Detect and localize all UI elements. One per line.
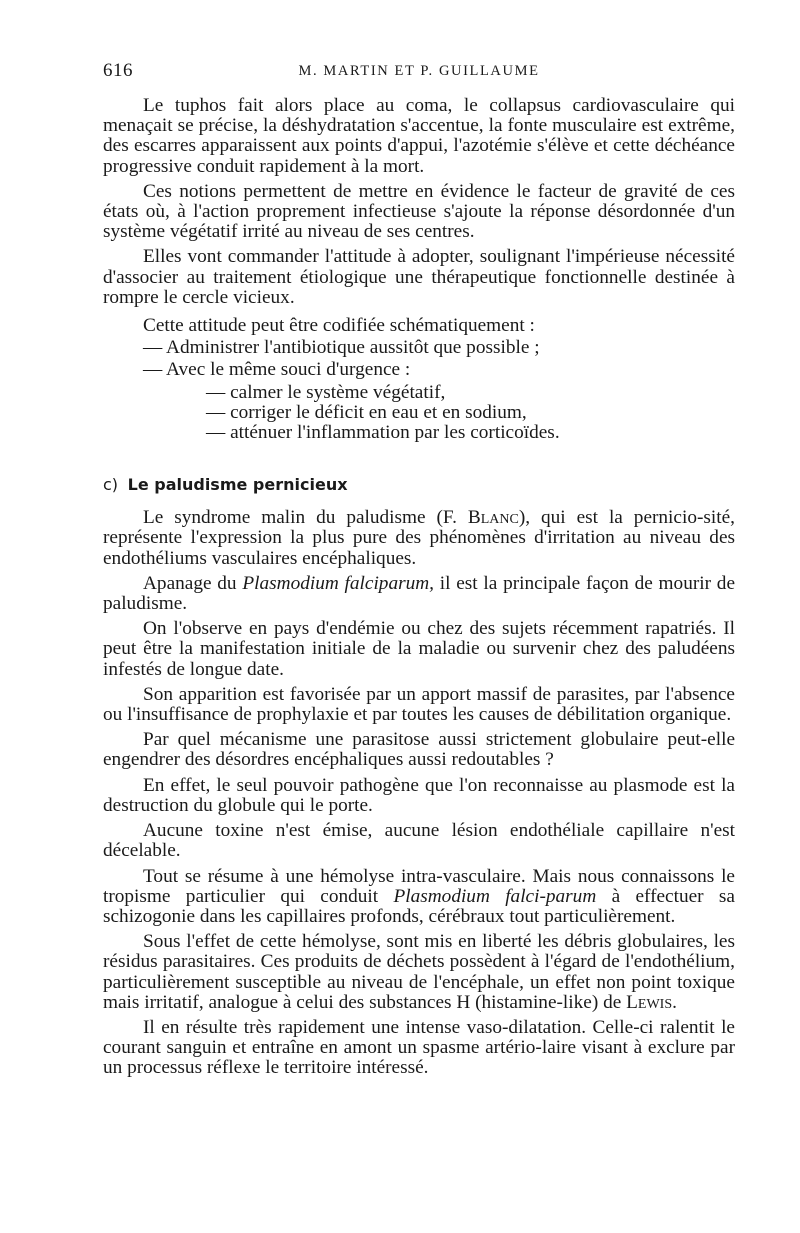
paragraph-text: . xyxy=(672,991,677,1013)
author-name: Blanc xyxy=(467,507,519,529)
list-item: — Avec le même souci d'urgence : xyxy=(143,359,411,381)
paragraph-text: Apanage du xyxy=(143,572,243,594)
paragraph: Par quel mécanisme une parasitose aussi strictement globulaire peut-elle engendrer des désordres encéphaliques aussi redoutables ? xyxy=(103,729,735,771)
page-header xyxy=(103,60,735,84)
author-name: Lewis xyxy=(626,991,673,1013)
page-number: 616 xyxy=(103,60,133,81)
species-name: Plasmodium falciparum, xyxy=(242,572,434,594)
paragraph-text: ), qui est la pernicio-sité, représente l'expression la plus pure des phénomènes d'irritation au niveau des endothéliums vasculaires encéphaliques. xyxy=(103,507,735,569)
paragraph-text: il est la principale façon de mourir de paludisme. xyxy=(103,572,735,615)
species-name: Plasmodium falci-parum xyxy=(393,885,597,907)
paragraph-text: Sous l'effet de cette hémolyse, sont mis en liberté les débris globulaires, les résidus parasitaires. Ces produits de déchets possèdent à l'égard de l'endothélium, particulièrement susceptible au niveau de l'encéphale, un effet non point toxique mais irritatif, analogue à celui des substances H (histamine-like) de xyxy=(103,931,735,1013)
paragraph: Aucune toxine n'est émise, aucune lésion endothéliale capillaire n'est décelable. xyxy=(103,820,735,862)
section-letter: c) xyxy=(103,475,119,495)
sub-list-item: — atténuer l'inflammation par les corticoïdes. xyxy=(206,422,560,444)
sub-list-item: — calmer le système végétatif, xyxy=(206,381,446,403)
paragraph-text: à effectuer sa schizogonie dans les capillaires profonds, cérébraux tout particulièrement. xyxy=(103,885,735,927)
sub-list-item: — corriger le déficit en eau et en sodium, xyxy=(206,401,527,423)
paragraph: On l'observe en pays d'endémie ou chez des sujets récemment rapatriés. Il peut être la manifestation initiale de la maladie ou survenir chez des paludéens infestés de longue date. xyxy=(103,618,735,680)
running-head: M. MARTIN ET P. GUILLAUME xyxy=(298,63,540,79)
paragraph: Il en résulte très rapidement une intense vaso-dilatation. Celle-ci ralentit le courant sanguin et entraîne en amont un spasme artério-laire visant à exclure par un processus réflexe le territoire intéressé. xyxy=(103,1016,735,1079)
paragraph xyxy=(103,508,735,569)
section-heading xyxy=(103,475,735,495)
paragraph: En effet, le seul pouvoir pathogène que l'on reconnaisse au plasmode est la destruction du globule qui le porte. xyxy=(103,774,735,816)
paragraph: Ces notions permettent de mettre en évidence le facteur de gravité de ces états où, à l'action proprement infectieuse s'ajoute la réponse désordonnée d'un système végétatif irrité au niveau de ses centres. xyxy=(103,180,735,243)
section-title: Le paludisme pernicieux xyxy=(127,475,348,495)
paragraph xyxy=(103,932,735,1013)
paragraph-text: Tout se résume à une hémolyse intra-vasculaire. Mais nous connaissons le tropisme particulier qui conduit xyxy=(103,865,735,907)
paragraph xyxy=(103,867,735,928)
list-item: — Administrer l'antibiotique aussitôt que possible ; xyxy=(143,337,540,359)
paragraph: Son apparition est favorisée par un apport massif de parasites, par l'absence ou l'insuffisance de prophylaxie et par toutes les causes de débilitation organique. xyxy=(103,683,735,726)
list-intro: Cette attitude peut être codifiée schématiquement : xyxy=(143,315,535,337)
paragraph: Le tuphos fait alors place au coma, le collapsus cardiovasculaire qui menaçait se précise, la déshydratation s'accentue, la fonte musculaire est extrême, des escarres apparaissent aux points d'appui, l'azotémie s'élève et cette déchéance progressive conduit rapidement à la mort. xyxy=(103,95,735,177)
paragraph-text: Le syndrome malin du paludisme (F. xyxy=(143,507,468,529)
page-body xyxy=(103,96,735,1084)
paragraph: Elles vont commander l'attitude à adopter, soulignant l'impérieuse nécessité d'associer au traitement étiologique une thérapeutique fonctionnelle destinée à rompre le cercle vicieux. xyxy=(103,246,735,308)
paragraph xyxy=(103,574,735,614)
